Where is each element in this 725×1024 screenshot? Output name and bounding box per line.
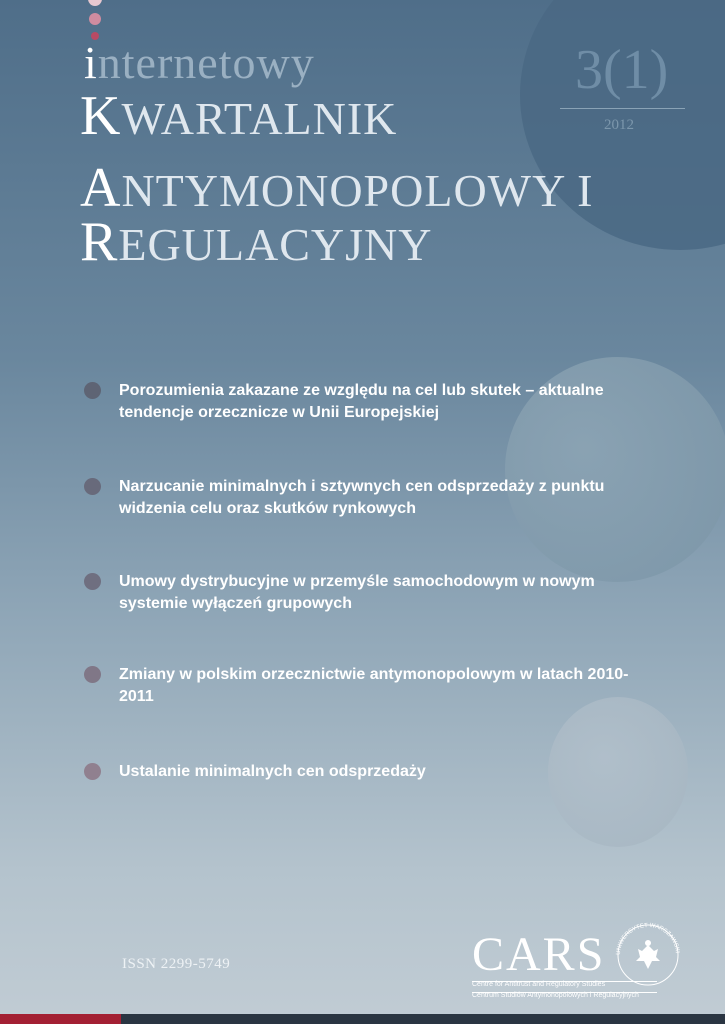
footer-bar-red — [0, 1014, 121, 1024]
title-rest: WARTALNIK — [121, 93, 398, 144]
issue-number: 3(1) — [575, 39, 669, 101]
seal-university: UNIWERSYTET WARSZAWSKI — [615, 922, 680, 956]
bullet-icon — [84, 382, 101, 399]
article-title: Umowy dystrybucyjne w przemyśle samochodowym w nowym systemie wyłączeń grupowych — [119, 573, 595, 612]
title-cap: A — [80, 157, 122, 219]
article-title: Ustalanie minimalnych cen odsprzedaży — [119, 763, 426, 780]
title-line-kwartalnik — [80, 84, 397, 148]
article-title: Zmiany w polskim orzecznictwie antymonopolowym w latach 2010-2011 — [119, 666, 629, 705]
issue-year: 2012 — [604, 117, 634, 133]
title-cap: R — [80, 211, 119, 273]
title-line-regulacyjny — [80, 210, 432, 274]
bullet-icon — [84, 573, 101, 590]
footer-bar-dark — [121, 1014, 725, 1024]
title-rest: NTYMONOPOLOWY I — [121, 165, 594, 216]
dot-light — [88, 0, 102, 6]
title-internetowy — [84, 36, 315, 89]
publisher-name-pl: Centrum Studiów Antymonopolowych i Regulacyjnych — [472, 992, 639, 999]
issue-divider — [560, 108, 685, 109]
bullet-icon — [84, 666, 101, 683]
university-seal-icon — [612, 915, 684, 987]
cars-logo-text: CARS — [472, 928, 606, 981]
issn-number: ISSN 2299-5749 — [122, 956, 231, 972]
article-title: Narzucanie minimalnych i sztywnych cen odsprzedaży z punktu widzenia celu oraz skutków rynkowych — [119, 478, 605, 517]
bullet-icon — [84, 478, 101, 495]
article-title: Porozumienia zakazane ze względu na cel lub skutek – aktualne tendencje orzecznicze w Unii Europejskiej — [119, 382, 604, 421]
publisher-name-en: Centre for Antitrust and Regulatory Studies — [472, 981, 606, 988]
title-initial: i — [84, 37, 98, 88]
bullet-icon — [84, 763, 101, 780]
dot-medium — [89, 13, 101, 25]
title-cap: K — [80, 85, 122, 147]
title-rest: EGULACYJNY — [118, 219, 433, 270]
cars-logo — [472, 915, 687, 1000]
title-small-rest: nternetowy — [97, 37, 315, 88]
